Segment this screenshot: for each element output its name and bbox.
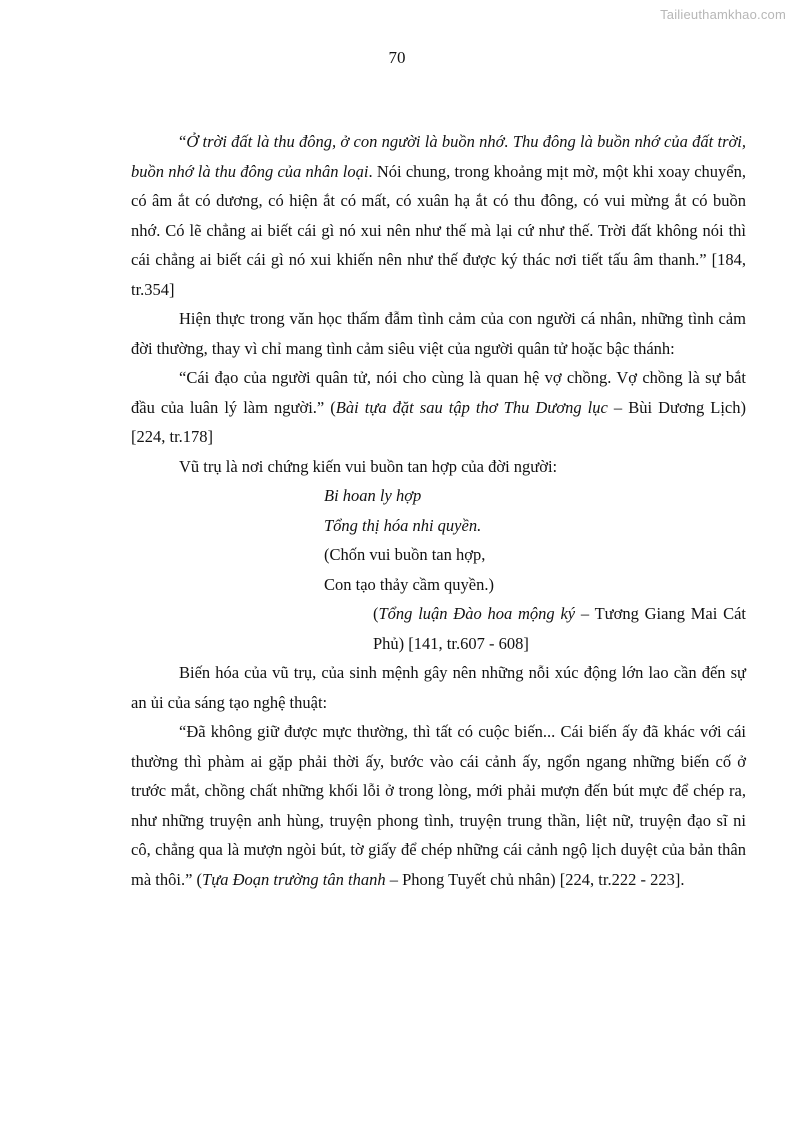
quote-rest: . Nói chung, trong khoảng mịt mờ, một khi xoay chuyển, có âm ắt có dương, có hiện ắt có mất, có xuân hạ ắt có thu đông, có vui mừng ắt có buồn nhớ. Có lẽ chẳng ai biết cái gì nó xui nên như thế mà lại cứ như thế. Trời đất không nói thì cái chẳng ai biết cái gì nó xui khiến nên như thế được ký thác nơi tiết tấu âm thanh.” [184, tr.354] [131,161,747,299]
poem-line-1: Bi hoan ly hợp [324,486,422,505]
poem-line-3: (Chốn vui buồn tan hợp, [324,545,486,564]
quote-italic: Ở trời đất là thu đông, ở con người là buồn nhớ. Thu đông là buồn nhớ của đất trời, buồn nhớ là thu đông của nhân loại [131,132,746,181]
quote-text: “Đã không giữ được mực thường, thì tất có cuộc biến... Cái biến ấy đã khác với cái thường thì phàm ai gặp phải thời ấy, bước vào cái cảnh ấy, ngổn ngang những biến cố ở trước mắt, chồng chất những khối lỗi ở trong lòng, mới phải mượn đến bút mực để chép ra, như những truyện anh hùng, truyện phong tình, truyện trung thần, liệt nữ, truyện đạo sĩ ni cô, chẳng qua là mượn ngòi bút, tờ giấy để chép những cái cảnh ngộ lịch duyệt của bản thân mà thôi.” ( [131,722,746,889]
paragraph-transformation: Biến hóa của vũ trụ, của sinh mệnh gây nên những nỗi xúc động lớn lao cần đến sự an ủi của sáng tạo nghệ thuật: [131,663,746,712]
quote-open: “ [179,132,187,151]
citation: – Phong Tuyết chủ nhân) [224, tr.222 - 223]. [385,869,685,889]
watermark: Tailieuthamkhao.com [660,7,786,22]
poem-source [131,599,746,658]
work-title: Tổng luận Đào hoa mộng ký [378,604,576,623]
paragraph-quote-gentleman [131,363,746,452]
work-title: Bài tựa đặt sau tập thơ Thu Dương lục [335,397,608,417]
paragraph-quote-change [131,717,746,894]
paragraph-quote-autumn [131,127,746,304]
poem-line-2: Tổng thị hóa nhi quyền. [324,515,482,535]
quote-text: “Cái đạo của người quân tử, nói cho cùng là quan hệ vợ chồng. Vợ chồng là sự bắt đầu của luân lý làm người.” ( [131,368,746,417]
work-title: Tựa Đoạn trường tân thanh [202,869,386,889]
paragraph-realism: Hiện thực trong văn học thấm đẫm tình cảm của con người cá nhân, những tình cảm đời thường, thay vì chỉ mang tình cảm siêu việt của người quân tử hoặc bậc thánh: [131,309,746,358]
source-open: ( [373,604,379,623]
page-number: 70 [388,48,406,67]
paragraph-universe: Vũ trụ là nơi chứng kiến vui buồn tan hợp của đời người: [179,456,558,476]
citation: – Tương Giang Mai Cát Phủ) [141, tr.607 - 608] [373,604,746,653]
citation: – Bùi Dương Lịch) [224, tr.178] [131,397,746,446]
poem-line-4: Con tạo thảy cầm quyền.) [324,574,494,594]
page-body [131,127,746,894]
